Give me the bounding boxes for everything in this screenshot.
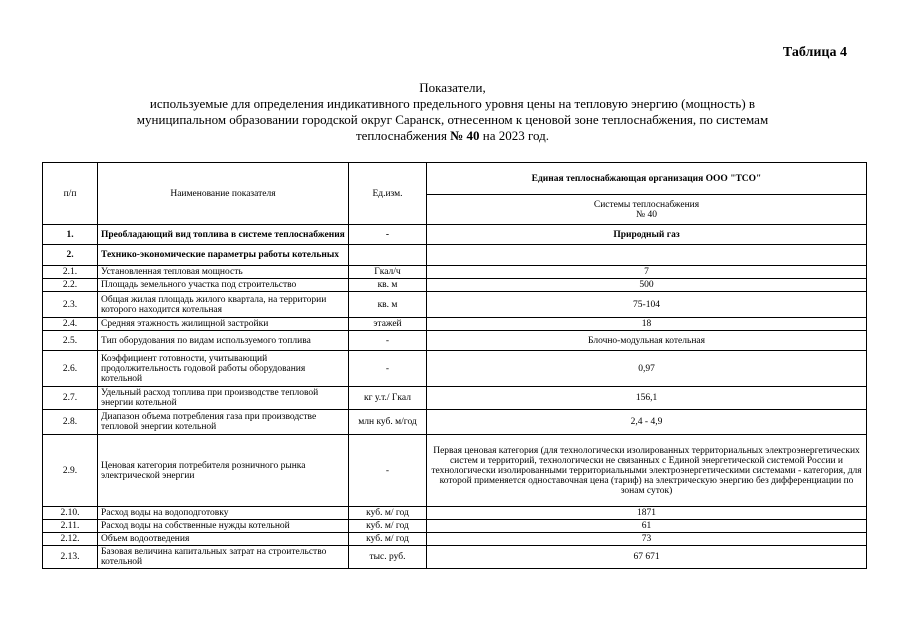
cell-unit [349,245,427,266]
heading-line-4-suffix: на 2023 год. [479,128,550,143]
cell-unit: - [349,435,427,507]
cell-value: Природный газ [427,225,867,245]
cell-unit: куб. м/ год [349,533,427,546]
table-row [43,279,867,292]
cell-unit: куб. м/ год [349,520,427,533]
cell-value: 67 671 [427,546,867,569]
table-number: Таблица 4 [782,45,847,60]
cell-name: Диапазон объема потребления газа при производстве тепловой энергии котельной [98,410,349,435]
cell-value: 75-104 [427,292,867,318]
cell-num: 2.7. [43,387,98,410]
page-heading [40,80,865,144]
cell-name: Преобладающий вид топлива в системе теплоснабжения [98,225,349,245]
header-systems-line-1: Системы теплоснабжения [593,199,700,210]
cell-unit: - [349,351,427,387]
cell-name: Коэффициент готовности, учитывающий продолжительность годовой работы оборудования котельной [98,351,349,387]
cell-num: 2.6. [43,351,98,387]
header-name: Наименование показателя [98,163,349,225]
table-row [43,435,867,507]
cell-unit: - [349,331,427,351]
cell-unit: куб. м/ год [349,507,427,520]
cell-unit: кв. м [349,279,427,292]
header-systems-line-2: № 40 [636,209,657,220]
header-systems [427,195,867,225]
table-row [43,520,867,533]
cell-name: Общая жилая площадь жилого квартала, на территории которого находится котельная [98,292,349,318]
cell-value: 18 [427,318,867,331]
cell-num: 2.4. [43,318,98,331]
cell-value: 7 [427,266,867,279]
cell-num: 2.2. [43,279,98,292]
cell-name: Площадь земельного участка под строительство [98,279,349,292]
cell-num: 2. [43,245,98,266]
heading-system-number: № 40 [450,128,480,143]
heading-line-1: Показатели, [419,80,486,95]
table-row [43,546,867,569]
cell-value: 156,1 [427,387,867,410]
cell-num: 2.3. [43,292,98,318]
cell-value: 73 [427,533,867,546]
heading-line-2: используемые для определения индикативного предельного уровня цены на тепловую энергию (мощность) в [149,96,756,111]
cell-num: 2.12. [43,533,98,546]
cell-value: Первая ценовая категория (для технологически изолированных территориальных электроэнергетических систем и территорий, технологически не связанных с Единой энергетической системой России и технологически изолированными территориальными электроэнергетическими системами - категория, для которой применяется одноставочная цена (тариф) на электрическую энергию без дифференциации по зонам суток) [427,435,867,507]
cell-num: 2.10. [43,507,98,520]
cell-num: 2.11. [43,520,98,533]
cell-name: Технико-экономические параметры работы котельных [98,245,349,266]
cell-name: Средняя этажность жилищной застройки [98,318,349,331]
table-row [43,351,867,387]
cell-num: 2.8. [43,410,98,435]
table-row [43,507,867,520]
cell-unit: Гкал/ч [349,266,427,279]
table-row [43,533,867,546]
header-row-1 [43,163,867,195]
cell-name: Базовая величина капитальных затрат на строительство котельной [98,546,349,569]
cell-value: 1871 [427,507,867,520]
table-row [43,292,867,318]
cell-name: Установленная тепловая мощность [98,266,349,279]
cell-value: 0,97 [427,351,867,387]
indicators-table [42,162,867,569]
cell-num: 1. [43,225,98,245]
cell-value: Блочно-модульная котельная [427,331,867,351]
cell-unit: кг у.т./ Гкал [349,387,427,410]
cell-value [427,245,867,266]
cell-num: 2.13. [43,546,98,569]
table-row [43,318,867,331]
cell-name: Удельный расход топлива при производстве тепловой энергии котельной [98,387,349,410]
header-org: Единая теплоснабжающая организация ООО "ТСО" [427,163,867,195]
cell-num: 2.9. [43,435,98,507]
cell-value: 2,4 - 4,9 [427,410,867,435]
table-row [43,225,867,245]
table-row [43,410,867,435]
heading-line-3: муниципальном образовании городской округ Саранск, отнесенном к ценовой зоне теплоснабжения, по системам [136,112,769,127]
header-unit: Ед.изм. [349,163,427,225]
cell-num: 2.5. [43,331,98,351]
cell-unit: - [349,225,427,245]
header-num: п/п [43,163,98,225]
cell-unit: этажей [349,318,427,331]
heading-line-4-prefix: теплоснабжения [355,128,451,143]
table-row [43,266,867,279]
cell-name: Ценовая категория потребителя розничного рынка электрической энергии [98,435,349,507]
heading-line-4 [40,128,865,144]
indicators-table-body [43,163,867,569]
cell-value: 500 [427,279,867,292]
cell-name: Тип оборудования по видам используемого топлива [98,331,349,351]
table-row [43,387,867,410]
cell-value: 61 [427,520,867,533]
table-row [43,245,867,266]
cell-unit: млн куб. м/год [349,410,427,435]
cell-num: 2.1. [43,266,98,279]
cell-name: Расход воды на водоподготовку [98,507,349,520]
cell-name: Расход воды на собственные нужды котельной [98,520,349,533]
cell-unit: кв. м [349,292,427,318]
cell-name: Объем водоотведения [98,533,349,546]
cell-unit: тыс. руб. [349,546,427,569]
table-row [43,331,867,351]
